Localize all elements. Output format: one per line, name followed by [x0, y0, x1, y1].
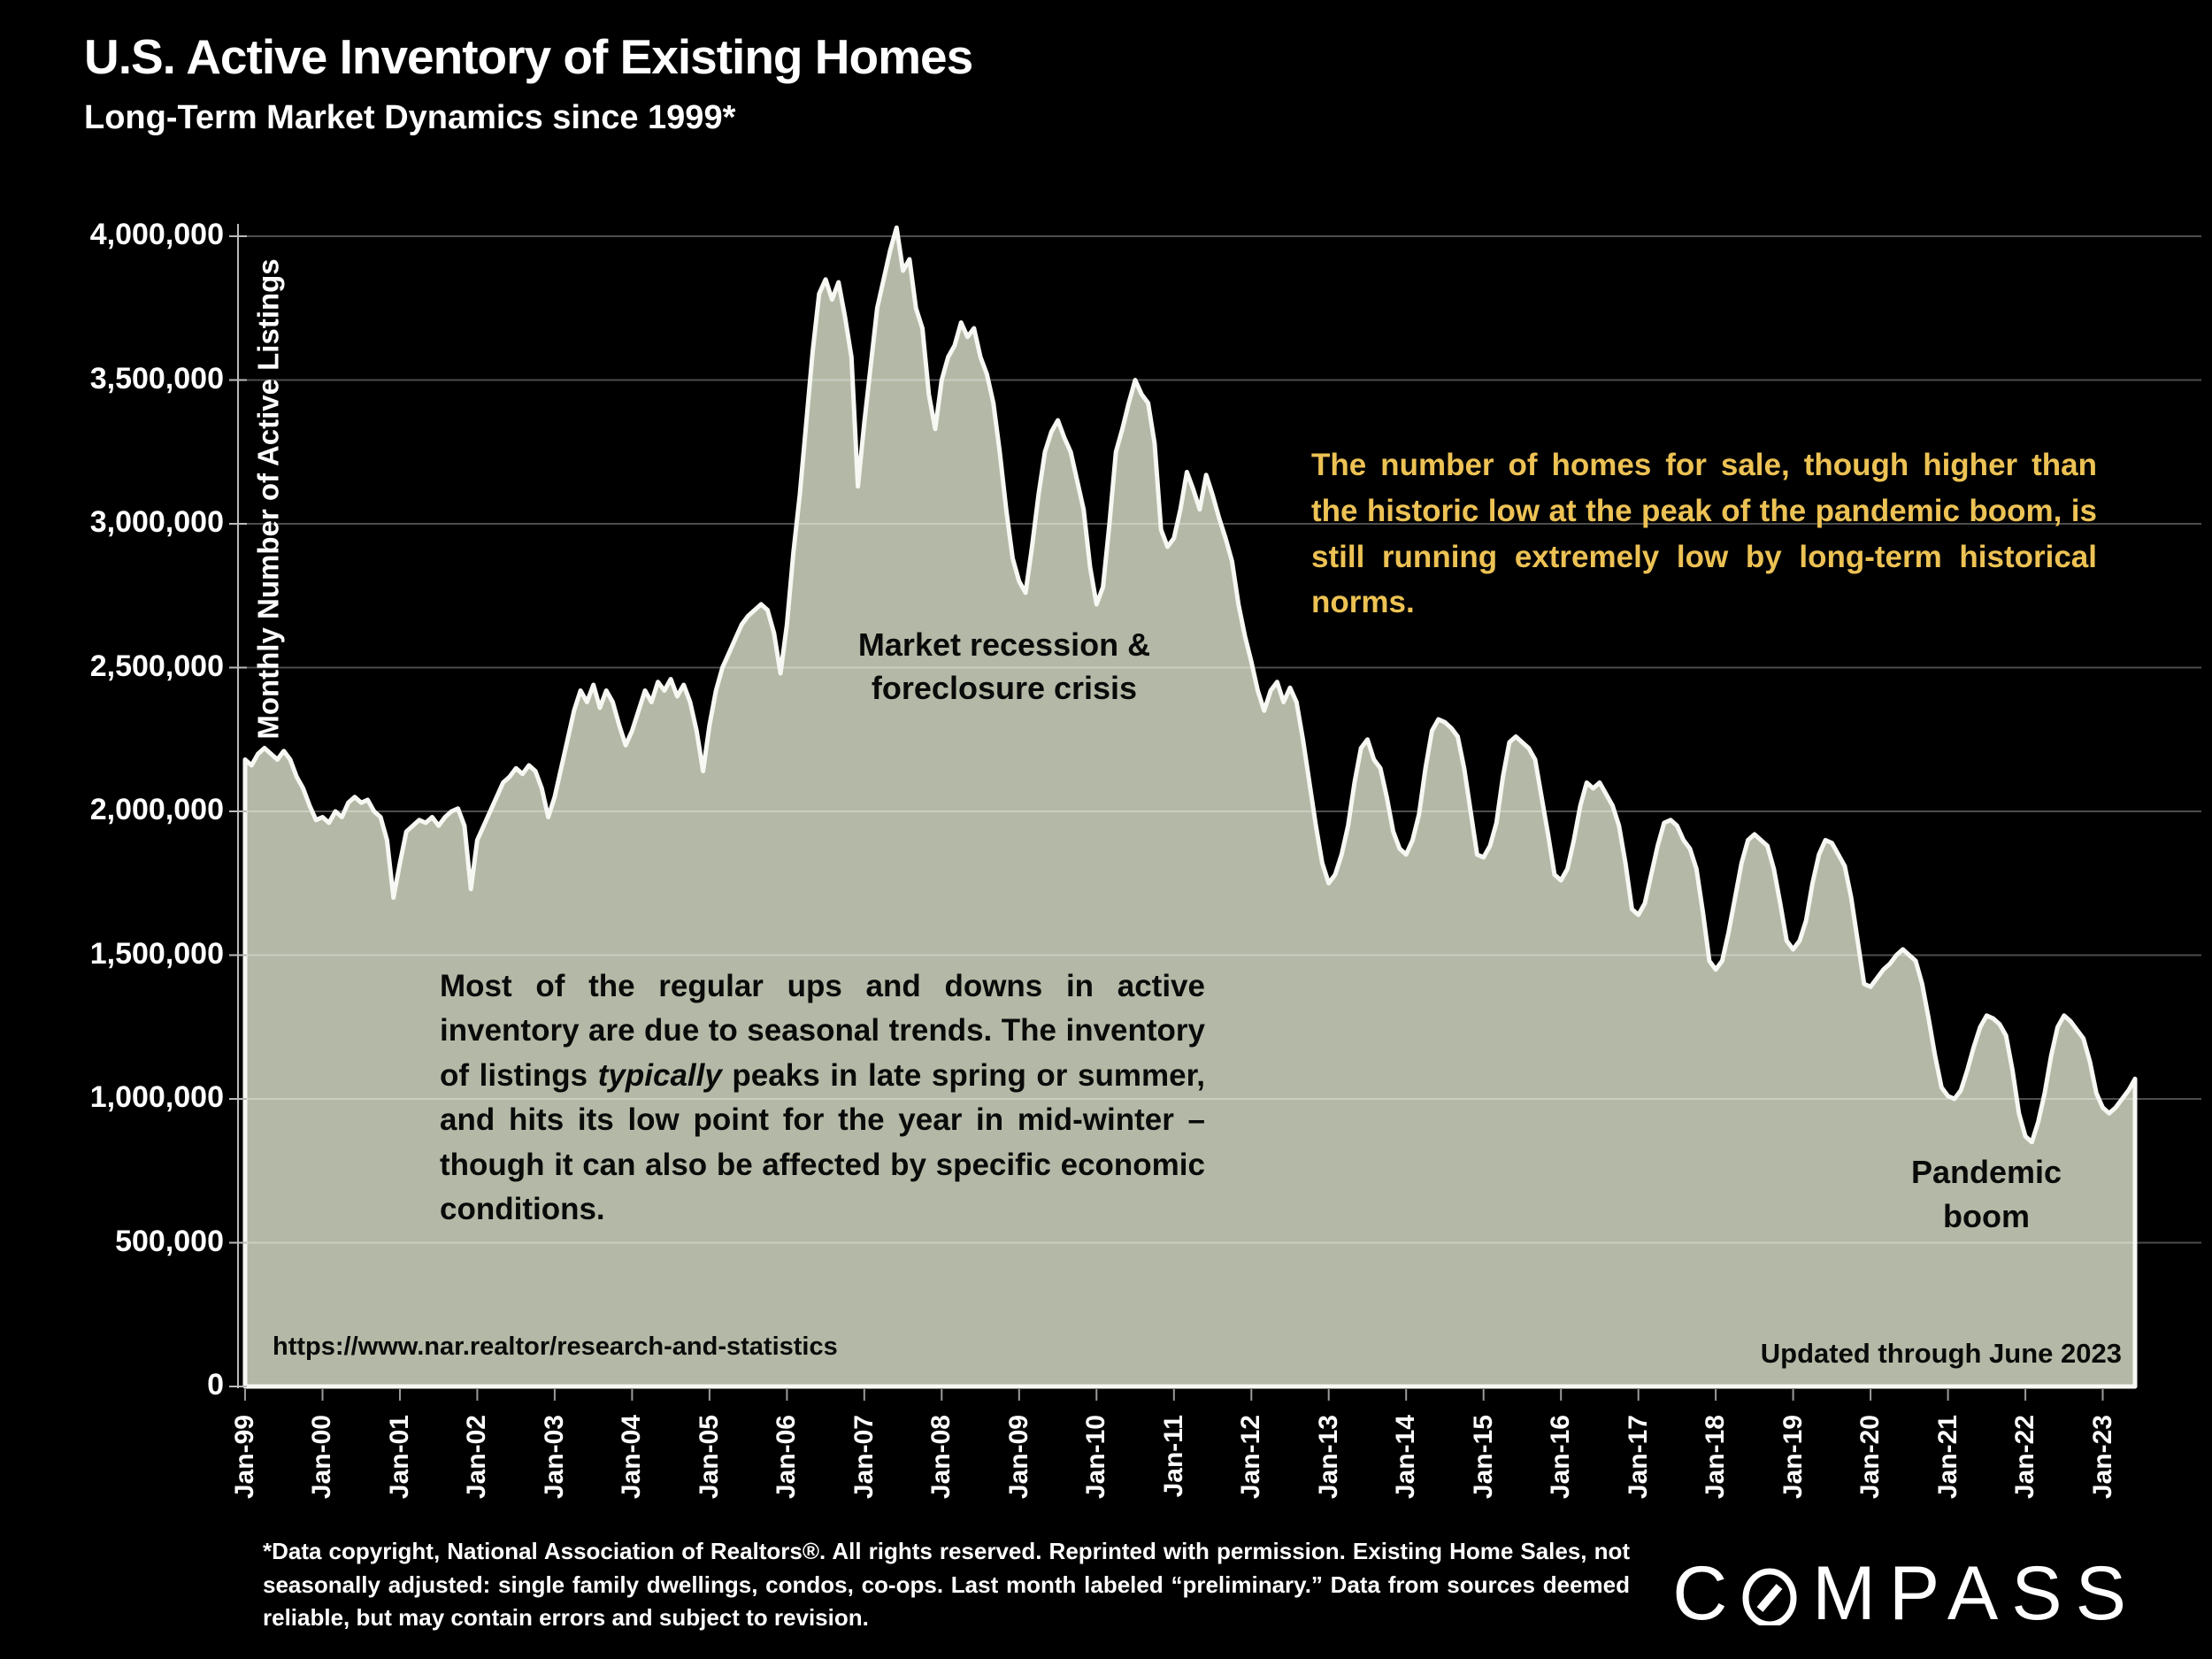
x-tick-label: Jan-17: [1623, 1415, 1653, 1500]
x-tick-label: Jan-05: [694, 1415, 724, 1500]
x-tick-label: Jan-10: [1081, 1415, 1111, 1500]
annotation-highlight-yellow: The number of homes for sale, though higher than the historic low at the peak of the pandemic boom, is still running extremely low by long-term historical norms.: [1311, 448, 2097, 620]
x-tick-label: Jan-18: [1701, 1415, 1731, 1500]
seasonal-text-italic: typically: [597, 1057, 722, 1093]
x-tick-label: Jan-22: [2010, 1415, 2040, 1500]
x-tick-label: Jan-07: [849, 1415, 879, 1500]
x-tick-label: Jan-08: [926, 1415, 956, 1500]
x-tick-label: Jan-09: [1003, 1415, 1033, 1500]
y-tick-label: 1,000,000: [89, 1080, 224, 1114]
y-tick-label: 3,500,000: [89, 361, 224, 396]
y-tick-label: 3,000,000: [89, 505, 224, 539]
footer-disclaimer: *Data copyright, National Association of Realtors®. All rights reserved. Reprinted with permission. Existing Home Sales, not seasonally adjusted: single family dwellings, condos, co-ops. Last month labeled “preliminary.” Data from sources deemed reliable, but may contain errors and subject to revision.: [263, 1538, 1630, 1632]
page-subtitle: Long-Term Market Dynamics since 1999*: [84, 99, 736, 136]
y-axis-title: Monthly Number of Active Listings: [251, 258, 285, 740]
compass-logo-mpass: MPASS: [1812, 1551, 2139, 1636]
y-tick-label: 500,000: [115, 1224, 224, 1258]
x-tick-label: Jan-20: [1855, 1415, 1886, 1500]
y-tick-label: 1,500,000: [89, 936, 224, 971]
seasonal-text-before: Most of the regular ups and downs in active inventory are due to seasonal trends. The inventory of listings: [440, 969, 1205, 1093]
x-tick-label: Jan-15: [1468, 1415, 1498, 1500]
compass-o-needle-icon: [1740, 1567, 1799, 1625]
y-tick-label: 0: [207, 1368, 224, 1402]
x-tick-label: Jan-06: [772, 1415, 802, 1500]
compass-logo-c: C: [1672, 1551, 1741, 1636]
x-tick-label: Jan-03: [539, 1415, 569, 1500]
x-tick-label: Jan-01: [384, 1415, 414, 1500]
x-tick-label: Jan-00: [307, 1415, 337, 1500]
x-tick-label: Jan-19: [1778, 1415, 1808, 1500]
page-title: U.S. Active Inventory of Existing Homes: [84, 29, 973, 84]
x-tick-label: Jan-21: [1932, 1415, 1962, 1500]
annotation-market-recession: [801, 624, 1208, 710]
x-tick-label: Jan-12: [1236, 1415, 1266, 1500]
x-tick-label: Jan-04: [617, 1415, 647, 1500]
x-tick-label: Jan-02: [462, 1415, 492, 1500]
x-tick-label: Jan-11: [1158, 1415, 1188, 1498]
annotation-pandemic-boom: [1876, 1150, 2097, 1240]
annotation-pandemic-line2: boom: [1943, 1198, 2030, 1235]
x-tick-label: Jan-16: [1546, 1415, 1576, 1500]
y-tick-label: 2,500,000: [89, 649, 224, 683]
annotation-seasonal-trends: [440, 964, 1205, 1232]
annotation-market-recession-line1: Market recession &: [857, 626, 1151, 663]
y-tick-label: 2,000,000: [89, 793, 224, 826]
source-url: https://www.nar.realtor/research-and-statistics: [273, 1333, 838, 1361]
y-tick-label: 4,000,000: [89, 218, 224, 251]
annotation-market-recession-line2: foreclosure crisis: [871, 669, 1138, 706]
updated-through-label: Updated through June 2023: [1760, 1338, 2122, 1369]
x-tick-label: Jan-99: [230, 1415, 259, 1500]
x-tick-label: Jan-13: [1313, 1415, 1343, 1500]
seasonal-text-after: peaks in late spring or summer, and hits its low point for the year in mid-winter – though it can also be affected by specific economic conditions.: [440, 1057, 1205, 1226]
compass-logo: [1672, 1550, 2139, 1638]
annotation-pandemic-line1: Pandemic: [1910, 1154, 2062, 1190]
x-tick-label: Jan-23: [2087, 1415, 2117, 1500]
x-tick-label: Jan-14: [1391, 1415, 1421, 1500]
